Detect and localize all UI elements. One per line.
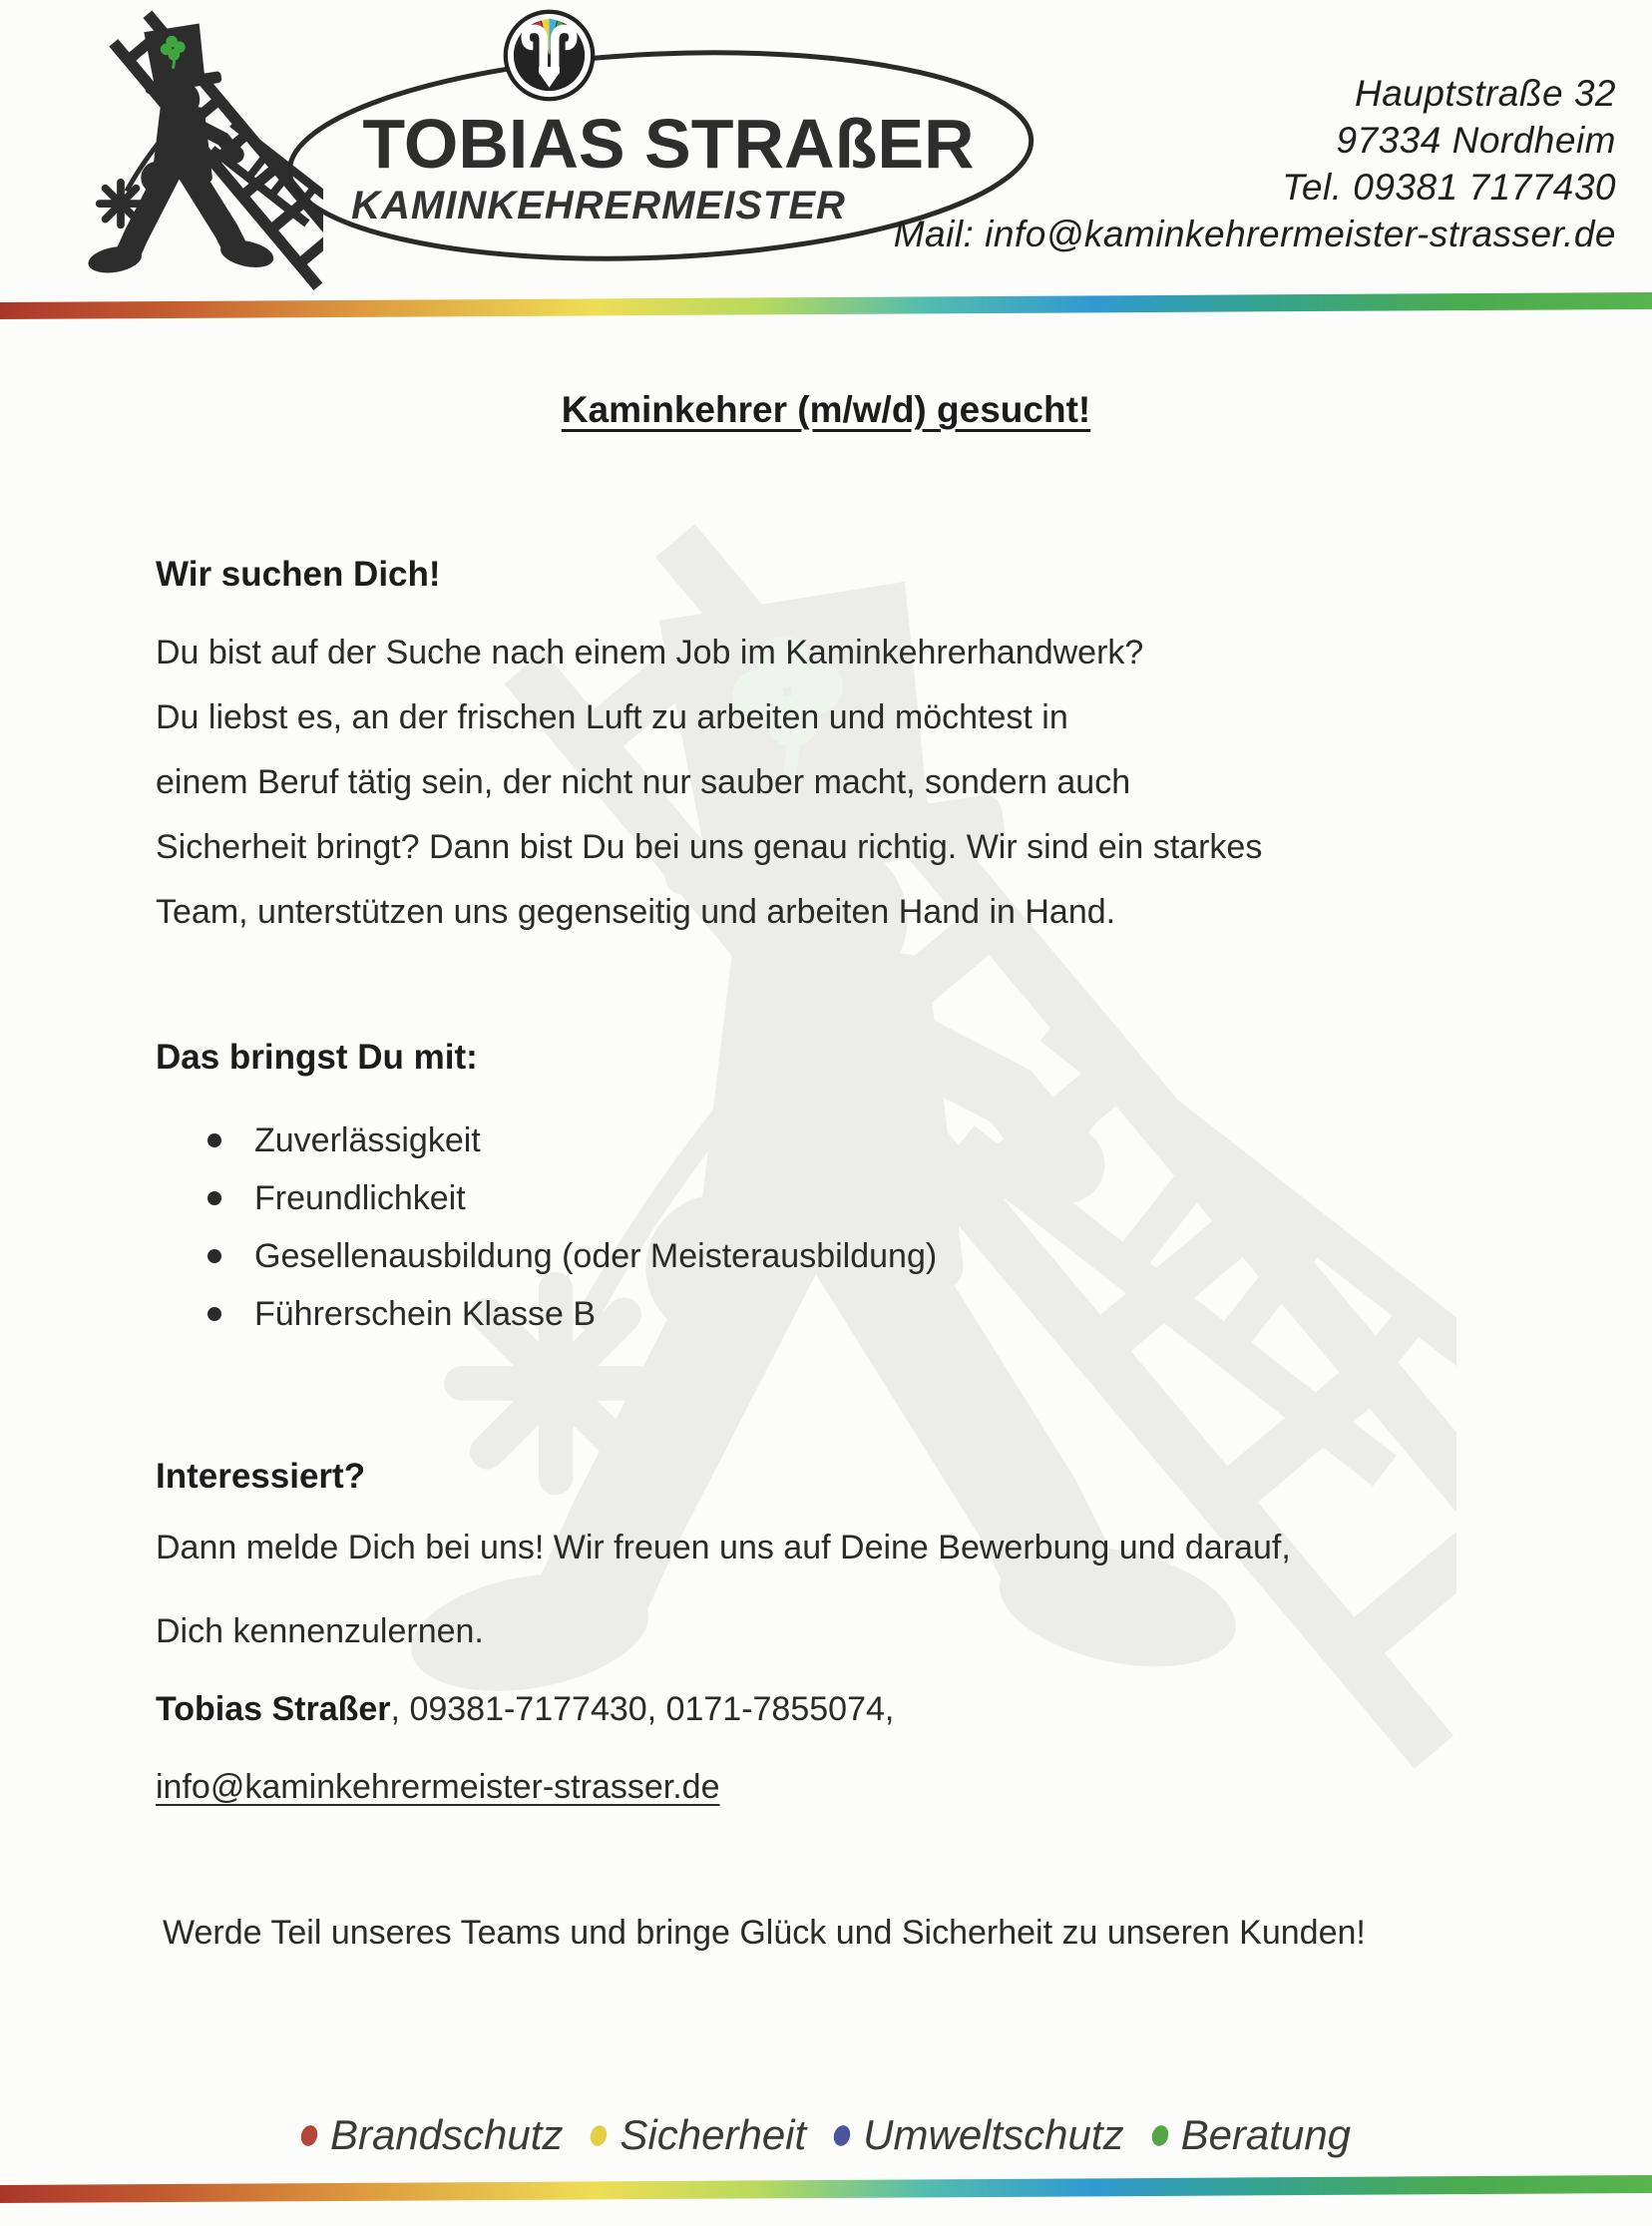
yellow-dot-icon	[589, 2123, 610, 2148]
intro-line: einem Beruf tätig sein, der nicht nur sauber macht, sondern auch	[156, 763, 1131, 801]
company-name: TOBIAS STRAßER	[362, 105, 975, 183]
address-street: Hauptstraße 32	[1354, 73, 1616, 114]
footer-item	[834, 2111, 1123, 2159]
company-subtitle: KAMINKEHRERMEISTER	[351, 184, 846, 227]
footer-item	[301, 2111, 563, 2159]
footer-item-label: Sicherheit	[620, 2111, 807, 2158]
bullet-dot-icon	[207, 1307, 221, 1321]
bullet-dot-icon	[207, 1133, 221, 1147]
sweep-guild-emblem-icon	[502, 8, 597, 103]
list-item-label: Zuverlässigkeit	[254, 1121, 481, 1159]
phone-line: Tel. 09381 7177430	[1282, 167, 1616, 208]
list-item-label: Freundlichkeit	[254, 1179, 466, 1217]
green-dot-icon	[1149, 2123, 1170, 2148]
contact-line	[156, 1690, 894, 1729]
bullet-dot-icon	[207, 1191, 221, 1205]
letterhead-contact-block	[894, 70, 1616, 257]
contact-person-name: Tobias Straßer	[156, 1690, 391, 1728]
intro-line: Sicherheit bringt? Dann bist Du bei uns genau richtig. Wir sind ein starkes	[156, 828, 1263, 866]
footer-services-line	[0, 2111, 1652, 2159]
section-heading-requirements: Das bringst Du mit:	[156, 1038, 478, 1077]
intro-line: Du liebst es, an der frischen Luft zu arbeiten und möchtest in	[156, 698, 1068, 736]
contact-phone-numbers: , 09381-7177430, 0171-7855074,	[390, 1690, 895, 1728]
email-line: Mail: info@kaminkehrermeister-strasser.de	[893, 214, 1616, 254]
footer-item-label: Brandschutz	[329, 2111, 564, 2158]
interested-line: Dann melde Dich bei uns! Wir freuen uns auf Deine Bewerbung und darauf,	[156, 1529, 1291, 1566]
list-item-label: Führerschein Klasse B	[254, 1295, 597, 1333]
rainbow-rule-top	[0, 292, 1652, 319]
blue-dot-icon	[832, 2123, 853, 2148]
footer-item-label: Beratung	[1180, 2111, 1352, 2158]
footer-item-label: Umweltschutz	[863, 2111, 1124, 2158]
section-heading-interested: Interessiert?	[156, 1457, 366, 1496]
bullet-dot-icon	[207, 1249, 221, 1263]
intro-line: Team, unterstützen uns gegenseitig und arbeiten Hand in Hand.	[156, 893, 1116, 931]
address-city: 97334 Nordheim	[1336, 120, 1616, 161]
page-title: Kaminkehrer (m/w/d) gesucht!	[561, 389, 1091, 430]
requirements-list	[156, 1112, 937, 1343]
list-item	[156, 1285, 937, 1343]
rainbow-rule-bottom	[0, 2175, 1652, 2203]
intro-line: Du bist auf der Suche nach einem Job im Kaminkehrerhandwerk?	[156, 634, 1144, 671]
intro-paragraph	[156, 621, 1262, 945]
red-dot-icon	[298, 2123, 319, 2148]
list-item	[156, 1112, 937, 1169]
closing-line: Werde Teil unseres Teams und bringe Glück und Sicherheit zu unseren Kunden!	[163, 1914, 1366, 1952]
list-item	[156, 1169, 937, 1227]
footer-item	[591, 2111, 806, 2159]
section-heading-intro: Wir suchen Dich!	[156, 555, 441, 594]
interested-line: Dich kennenzulernen.	[156, 1612, 484, 1650]
list-item-label: Gesellenausbildung (oder Meisterausbildung)	[254, 1237, 938, 1275]
contact-email-link[interactable]: info@kaminkehrermeister-strasser.de	[156, 1768, 720, 1806]
list-item	[156, 1227, 937, 1285]
footer-item	[1152, 2111, 1351, 2159]
